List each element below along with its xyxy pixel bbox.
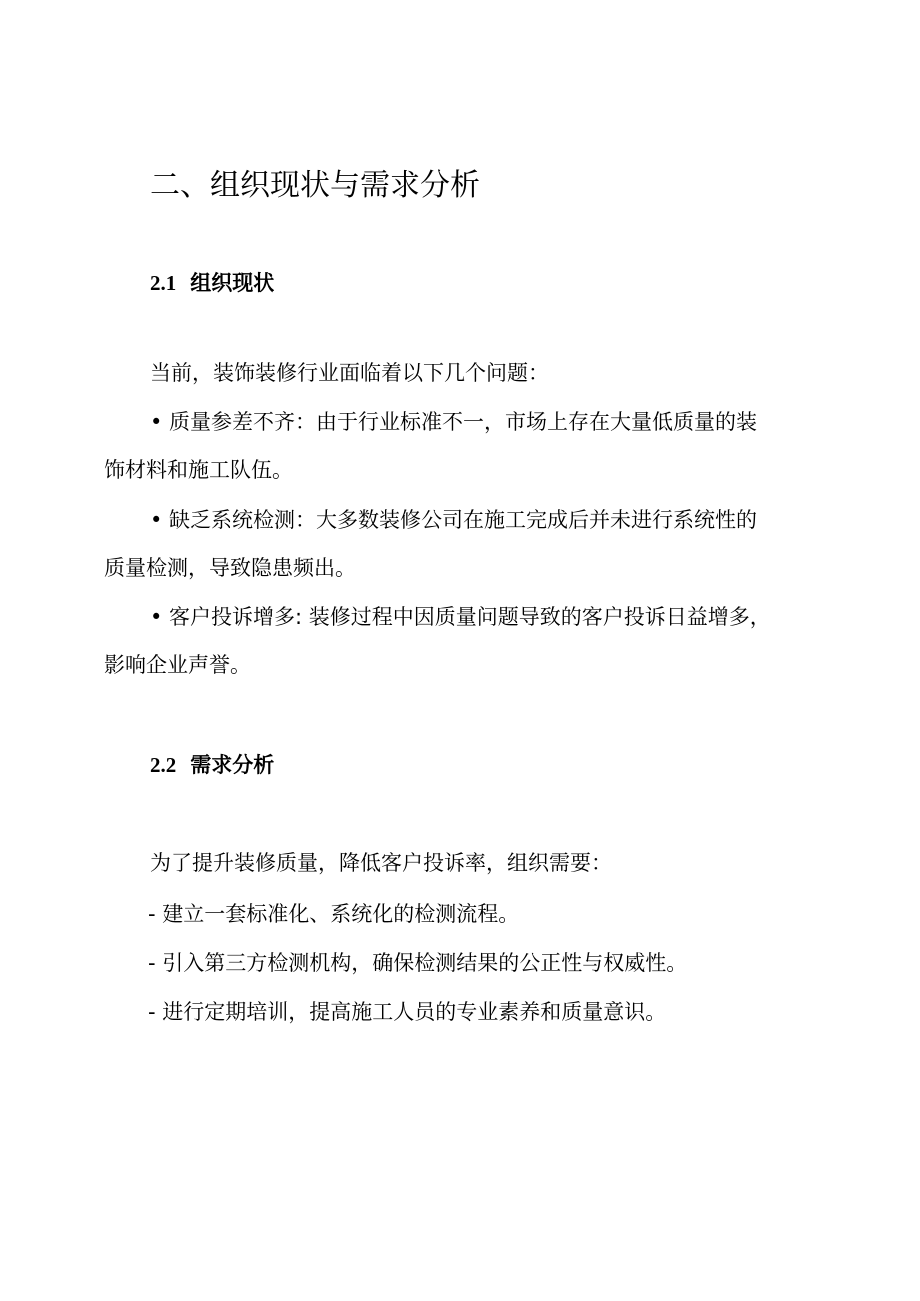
- bullet-line-continued: 饰材料和施工队伍。: [104, 458, 293, 482]
- bullet-line: • 质量参差不齐：由于行业标准不一，市场上存在大量低质量的装: [150, 410, 758, 434]
- section-intro: 当前，装饰装修行业面临着以下几个问题：: [150, 361, 549, 385]
- chapter-title: 二、组织现状与需求分析: [150, 168, 480, 203]
- bullet-line-continued: 影响企业声誉。: [104, 653, 251, 677]
- section-title: 组织现状: [190, 271, 275, 295]
- list-item: - 建立一套标准化、系统化的检测流程。: [148, 902, 520, 926]
- list-item: - 进行定期培训，提高施工人员的专业素养和质量意识。: [148, 1000, 667, 1024]
- section-intro: 为了提升装修质量，降低客户投诉率，组织需要：: [150, 851, 612, 875]
- bullet-item: [104, 593, 824, 689]
- list-item: - 引入第三方检测机构，确保检测结果的公正性与权威性。: [148, 951, 688, 975]
- bullet-line: • 缺乏系统检测：大多数装修公司在施工完成后并未进行系统性的: [150, 508, 758, 532]
- section-heading-2-2: [150, 750, 274, 780]
- section-number: 2.1: [150, 271, 177, 295]
- section-title: 需求分析: [190, 753, 275, 777]
- section-heading-2-1: [150, 268, 274, 298]
- bullet-item: [104, 398, 824, 494]
- bullet-line: • 客户投诉增多: 装修过程中因质量问题导致的客户投诉日益增多，: [150, 605, 771, 629]
- bullet-item: [104, 496, 824, 592]
- bullet-line-continued: 质量检测，导致隐患频出。: [104, 556, 356, 580]
- section-number: 2.2: [150, 753, 177, 777]
